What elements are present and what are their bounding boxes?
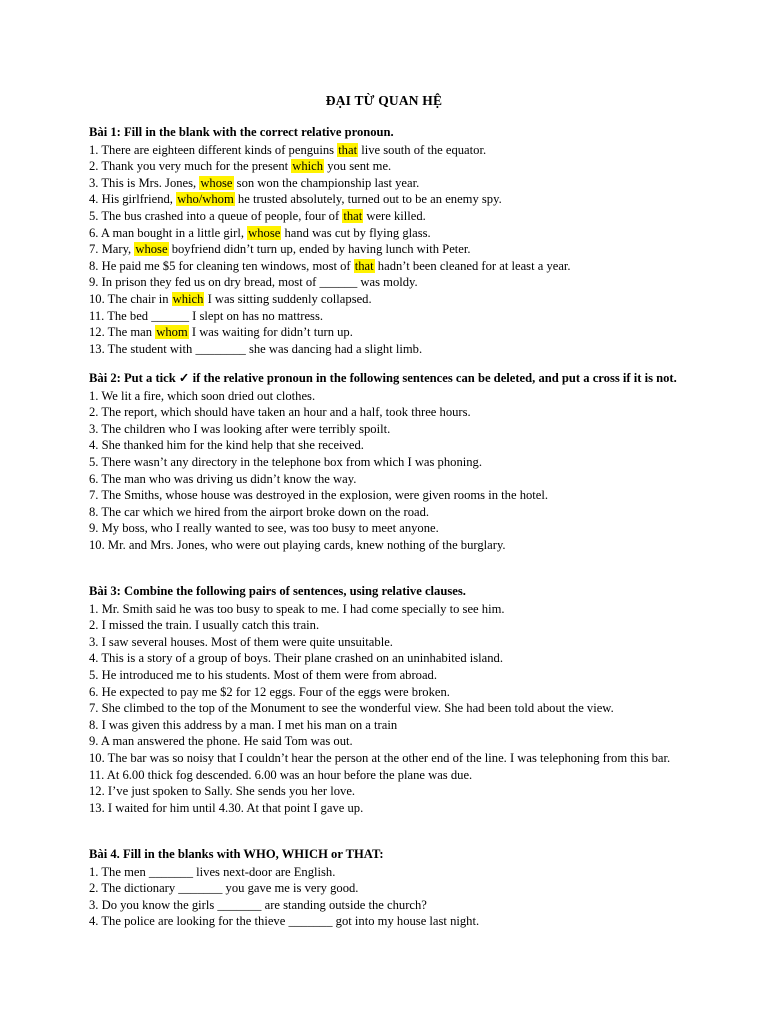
- item-text-rest: hand was cut by flying glass.: [281, 225, 431, 240]
- exercise-item: [89, 650, 689, 667]
- item-text: 2. I missed the train. I usually catch this train.: [89, 618, 320, 633]
- exercise-item: [89, 274, 689, 291]
- item-text-rest: boyfriend didn’t turn up, ended by having lunch with Peter.: [168, 242, 471, 257]
- item-text: 3. The children who I was looking after were terribly spoilt.: [89, 421, 391, 436]
- exercise-item: [89, 142, 689, 159]
- item-text: 5. There wasn’t any directory in the telephone box from which I was phoning.: [89, 454, 482, 469]
- item-text: 8. The car which we hired from the airport broke down on the road.: [89, 504, 430, 519]
- item-text: 3. I saw several houses. Most of them were quite unsuitable.: [89, 634, 393, 649]
- item-text: 4. The police are looking for the thieve _______ got into my house last night.: [89, 914, 480, 929]
- item-text: 7. She climbed to the top of the Monument to see the wonderful view. She had been told about the view.: [89, 701, 614, 716]
- item-text: 2. Thank you very much for the present: [89, 159, 292, 174]
- exercise-item: [89, 733, 689, 750]
- item-text: 7. The Smiths, whose house was destroyed in the explosion, were given rooms in the hotel.: [89, 488, 549, 503]
- exercise-item: [89, 537, 689, 554]
- exercise-item: [89, 291, 689, 308]
- item-text: 3. Do you know the girls _______ are standing outside the church?: [89, 897, 427, 912]
- item-text: 10. The chair in: [89, 291, 172, 306]
- item-text: 8. He paid me $5 for cleaning ten windows, most of: [89, 258, 354, 273]
- item-text: 6. The man who was driving us didn’t know the way.: [89, 471, 357, 486]
- highlighted-answer: whose: [135, 242, 168, 257]
- exercise-item: [89, 258, 689, 275]
- highlighted-answer: whom: [156, 325, 188, 340]
- highlighted-answer: that: [338, 142, 358, 157]
- exercise-item: [89, 617, 689, 634]
- item-text: 3. This is Mrs. Jones,: [89, 175, 200, 190]
- exercise-item: [89, 241, 689, 258]
- item-text: 5. He introduced me to his students. Most of them were from abroad.: [89, 667, 438, 682]
- exercise-item: [89, 864, 689, 881]
- exercise-item: [89, 684, 689, 701]
- item-text-rest: he trusted absolutely, turned out to be an enemy spy.: [234, 192, 502, 207]
- item-text: 10. Mr. and Mrs. Jones, who were out playing cards, knew nothing of the burglary.: [89, 537, 506, 552]
- exercise-item: [89, 421, 689, 438]
- exercise-item: [89, 700, 689, 717]
- exercise-item: [89, 913, 689, 930]
- exercise-item: [89, 208, 689, 225]
- item-text: 9. A man answered the phone. He said Tom was out.: [89, 734, 353, 749]
- exercise-item: [89, 225, 689, 242]
- exercise-4: [89, 846, 689, 930]
- item-text: 7. Mary,: [89, 242, 135, 257]
- item-text-rest: hadn’t been cleaned for at least a year.: [374, 258, 571, 273]
- highlighted-answer: whose: [248, 225, 281, 240]
- exercise-item: [89, 437, 689, 454]
- item-text: 11. At 6.00 thick fog descended. 6.00 was an hour before the plane was due.: [89, 767, 473, 782]
- exercise-item: [89, 308, 689, 325]
- item-text: 2. The dictionary _______ you gave me is very good.: [89, 881, 359, 896]
- item-text: 2. The report, which should have taken an hour and a half, took three hours.: [89, 405, 471, 420]
- exercise-item: [89, 471, 689, 488]
- highlighted-answer: that: [343, 208, 363, 223]
- exercise-item: [89, 404, 689, 421]
- item-text: 13. I waited for him until 4.30. At that point I gave up.: [89, 800, 364, 815]
- item-text: 9. My boss, who I really wanted to see, was too busy to meet anyone.: [89, 521, 439, 536]
- exercise-item: [89, 880, 689, 897]
- exercise-heading: Bài 3: Combine the following pairs of sentences, using relative clauses.: [89, 584, 466, 598]
- exercise-item: [89, 504, 689, 521]
- exercise-heading: Bài 2: Put a tick ✓ if the relative pronoun in the following sentences can be deleted, and put a cross if it is not.: [89, 371, 677, 385]
- exercise-item: [89, 175, 689, 192]
- highlighted-answer: that: [354, 258, 374, 273]
- exercise-item: [89, 191, 689, 208]
- item-text: 13. The student with ________ she was dancing had a slight limb.: [89, 341, 423, 356]
- exercise-2: [89, 370, 689, 554]
- exercise-item: [89, 158, 689, 175]
- exercise-item: [89, 667, 689, 684]
- item-text-rest: son won the championship last year.: [233, 175, 420, 190]
- document-title: ĐẠI TỪ QUAN HỆ: [325, 93, 443, 108]
- exercise-item: [89, 634, 689, 651]
- item-text: 4. His girlfriend,: [89, 192, 177, 207]
- highlighted-answer: who/whom: [177, 192, 234, 207]
- exercise-item: [89, 520, 689, 537]
- item-text: 10. The bar was so noisy that I couldn’t hear the person at the other end of the line. I was telephoning from this bar.: [89, 750, 671, 765]
- item-text: 1. Mr. Smith said he was too busy to speak to me. I had come specially to see him.: [89, 601, 505, 616]
- item-text: 8. I was given this address by a man. I met his man on a train: [89, 717, 398, 732]
- exercise-3: [89, 583, 689, 816]
- exercise-heading: Bài 1: Fill in the blank with the correct relative pronoun.: [89, 125, 394, 139]
- item-text: 5. The bus crashed into a queue of people, four of: [89, 208, 343, 223]
- exercise-item: [89, 487, 689, 504]
- item-text-rest: you sent me.: [324, 159, 392, 174]
- item-text: 1. There are eighteen different kinds of penguins: [89, 142, 338, 157]
- exercise-item: [89, 897, 689, 914]
- exercise-item: [89, 341, 689, 358]
- exercise-item: [89, 800, 689, 817]
- item-text-rest: I was sitting suddenly collapsed.: [204, 291, 372, 306]
- exercise-item: [89, 717, 689, 734]
- exercise-item: [89, 324, 689, 341]
- exercise-item: [89, 767, 689, 784]
- item-text-rest: I was waiting for didn’t turn up.: [188, 325, 353, 340]
- highlighted-answer: which: [292, 159, 324, 174]
- exercise-heading: Bài 4. Fill in the blanks with WHO, WHICH or THAT:: [89, 847, 384, 861]
- item-text: 4. She thanked him for the kind help that she received.: [89, 438, 364, 453]
- item-text-rest: live south of the equator.: [358, 142, 487, 157]
- item-text: 6. He expected to pay me $2 for 12 eggs. Four of the eggs were broken.: [89, 684, 450, 699]
- exercise-item: [89, 601, 689, 618]
- exercise-1: [89, 124, 689, 357]
- item-text: 6. A man bought in a little girl,: [89, 225, 248, 240]
- item-text: 12. I’ve just spoken to Sally. She sends you her love.: [89, 784, 356, 799]
- exercise-item: [89, 388, 689, 405]
- exercise-item: [89, 783, 689, 800]
- highlighted-answer: whose: [200, 175, 233, 190]
- item-text: 12. The man: [89, 325, 156, 340]
- item-text: 4. This is a story of a group of boys. Their plane crashed on an uninhabited island.: [89, 651, 503, 666]
- item-text: 11. The bed ______ I slept on has no mattress.: [89, 308, 323, 323]
- exercise-item: [89, 750, 689, 767]
- item-text: 1. We lit a fire, which soon dried out clothes.: [89, 388, 316, 403]
- exercise-item: [89, 454, 689, 471]
- item-text: 1. The men _______ lives next-door are English.: [89, 864, 336, 879]
- item-text-rest: were killed.: [363, 208, 426, 223]
- highlighted-answer: which: [172, 291, 204, 306]
- item-text: 9. In prison they fed us on dry bread, most of ______ was moldy.: [89, 275, 418, 290]
